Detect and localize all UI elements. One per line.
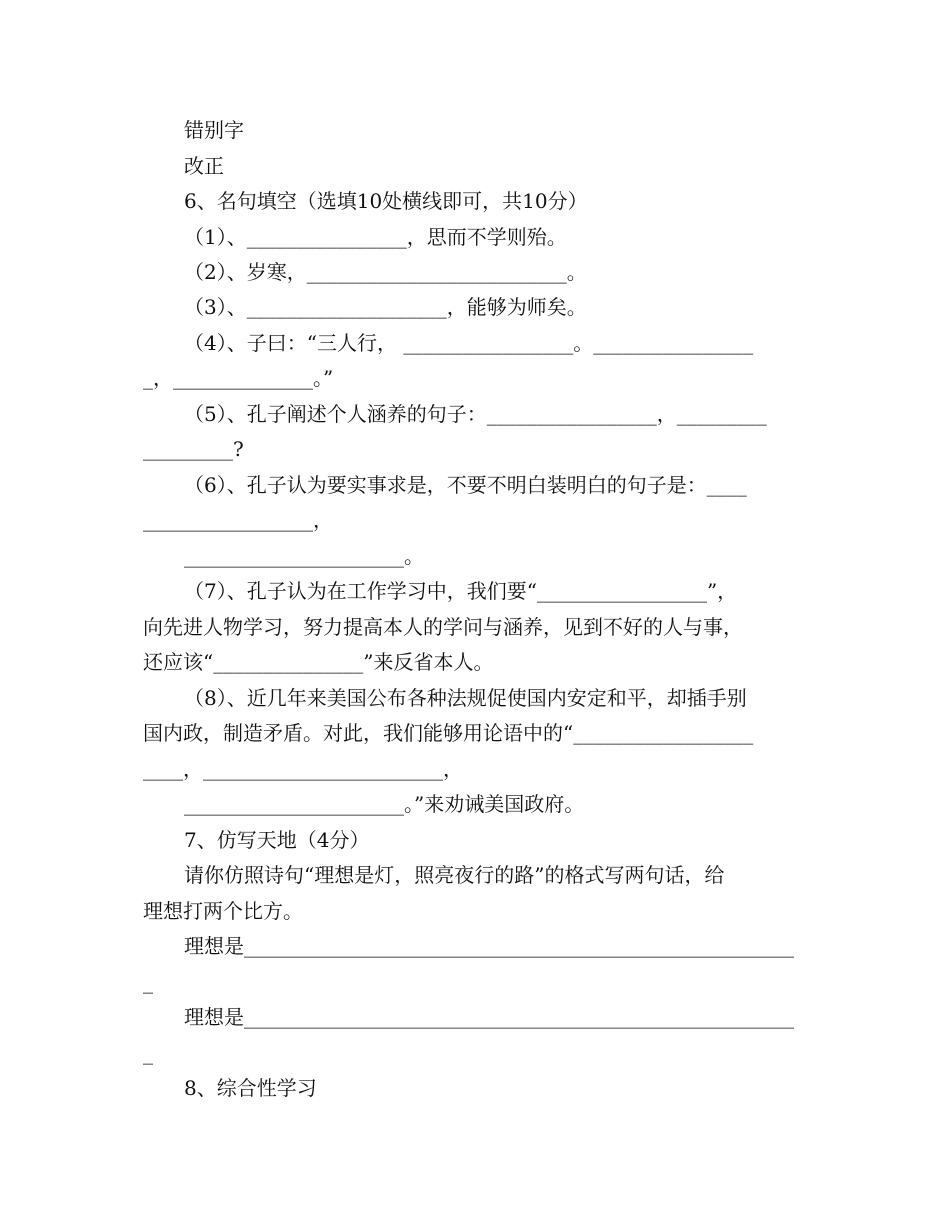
fill-blank-line: _	[143, 970, 153, 994]
text-line: 请你仿照诗句“理想是灯，照亮夜行的路”的格式写两句话，给	[184, 863, 725, 887]
fill-blank-line: （3）、____________________，能够为师矣。	[184, 295, 587, 319]
section-heading: 8、综合性学习	[184, 1076, 317, 1100]
fill-blank-line: _，______________。”	[143, 366, 334, 390]
fill-blank-line: ____，________________________，	[143, 757, 463, 781]
section-heading: 7、仿写天地（4分）	[184, 828, 370, 852]
section-heading: 6、名句填空（选填10处横线即可，共10分）	[184, 189, 588, 213]
fill-blank-line: _________________，	[143, 508, 333, 532]
fill-blank-line: 国内政，制造矛盾。对此，我们能够用论语中的“__________________	[143, 721, 754, 745]
fill-blank-line: （6）、孔子认为要实事求是，不要不明白装明白的句子是：____	[184, 473, 747, 497]
fill-blank-line: （7）、孔子认为在工作学习中，我们要“_________________”，	[184, 579, 738, 603]
fill-blank-line: （1）、________________，思而不学则殆。	[184, 225, 567, 249]
fill-blank-line: ______________________。	[184, 544, 424, 568]
fill-blank-line: （4）、子曰：“三人行， _________________。________________	[184, 331, 754, 355]
fill-blank-line: 理想是_______________________________________________________	[184, 1005, 794, 1029]
fill-blank-line: （2）、岁寒，__________________________。	[184, 260, 587, 284]
text-line: 理想打两个比方。	[143, 899, 303, 923]
text-line: 改正	[184, 154, 224, 178]
text-line: （8）、近几年来美国公布各种法规促使国内安定和平，却插手别	[184, 686, 747, 710]
text-line: 向先进人物学习，努力提高本人的学问与涵养，见到不好的人与事，	[143, 615, 743, 639]
fill-blank-line: _	[143, 1041, 153, 1065]
fill-blank-line: ______________________。”来劝诫美国政府。	[184, 792, 585, 816]
fill-blank-line: 还应该“_______________”来反省本人。	[143, 650, 494, 674]
fill-blank-line: （5）、孔子阐述个人涵养的句子：_________________，_________	[184, 402, 767, 426]
text-line: 错别字	[184, 118, 244, 142]
fill-blank-line: _________?	[143, 437, 244, 461]
fill-blank-line: 理想是_______________________________________________________	[184, 934, 794, 958]
